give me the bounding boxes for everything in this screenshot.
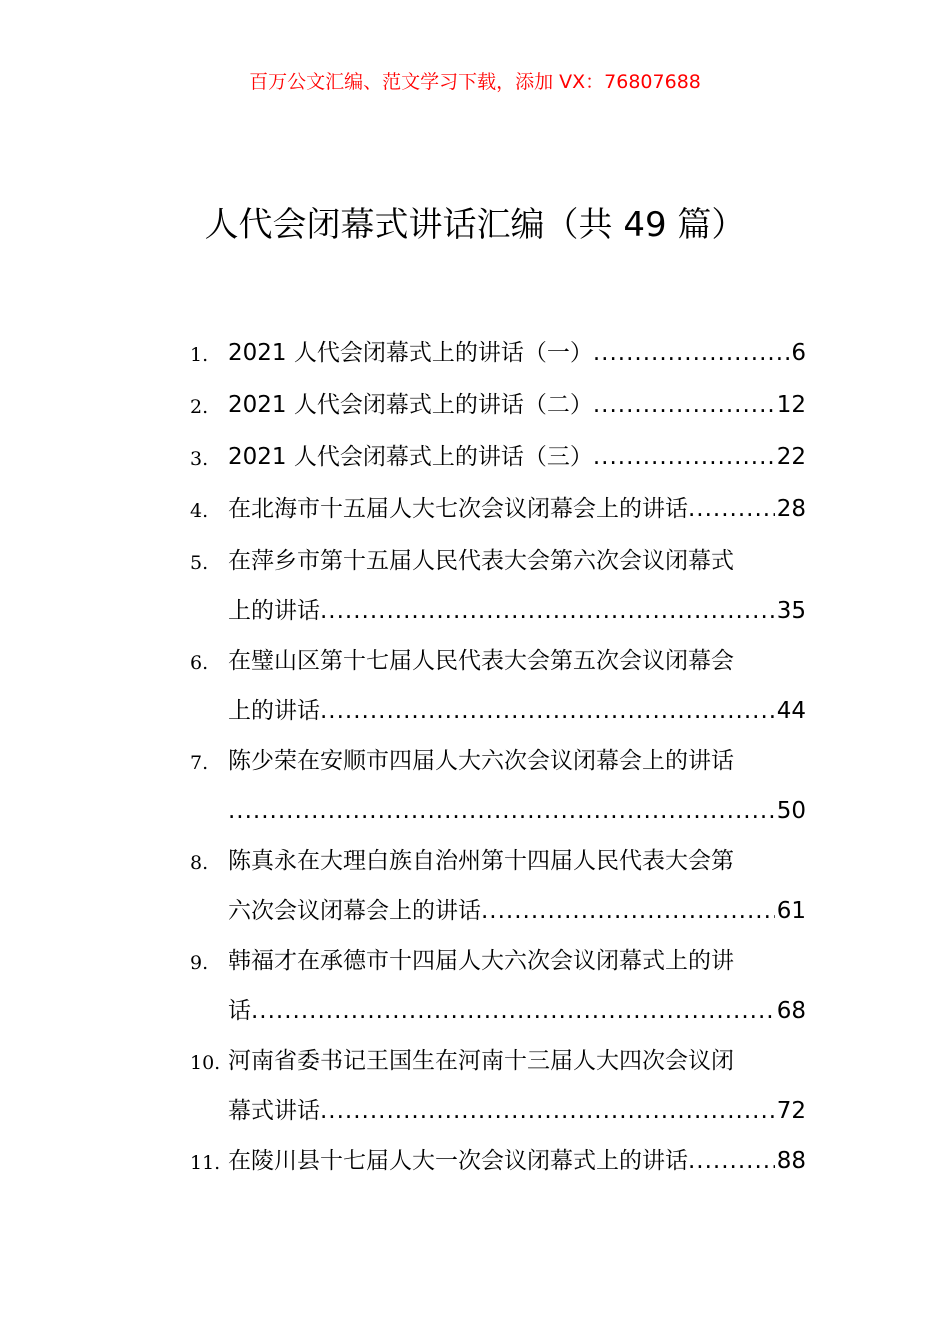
toc-item-number: 1. xyxy=(190,344,209,366)
toc-item-title[interactable]: 2021 人代会闭幕式上的讲话（二） xyxy=(228,392,593,418)
toc-item-number: 11. xyxy=(190,1152,221,1174)
toc-item-page: 6 xyxy=(791,340,806,366)
header-watermark: 百万公文汇编、范文学习下载，添加 VX：76807688 xyxy=(249,71,701,93)
toc-item-title[interactable]: 2021 人代会闭幕式上的讲话（一） xyxy=(228,340,593,366)
toc-item-title[interactable]: 在萍乡市第十五届人民代表大会第六次会议闭幕式 xyxy=(228,548,734,574)
toc-item-title[interactable]: 河南省委书记王国生在河南十三届人大四次会议闭 xyxy=(228,1048,734,1074)
table-of-contents xyxy=(190,328,806,1188)
toc-item[interactable] xyxy=(190,836,806,936)
toc-item-number: 6. xyxy=(190,652,209,674)
toc-item-page: 88 xyxy=(776,1148,806,1174)
dot-leader xyxy=(593,328,790,378)
toc-item-number: 10. xyxy=(190,1052,221,1074)
toc-item-page: 61 xyxy=(776,898,806,924)
toc-item-title-continued[interactable]: 上的讲话 xyxy=(228,598,320,624)
toc-item[interactable] xyxy=(190,936,806,1036)
document-title: 人代会闭幕式讲话汇编（共 49 篇） xyxy=(204,205,746,245)
toc-item[interactable] xyxy=(190,484,806,536)
dot-leader xyxy=(688,1136,775,1186)
toc-item[interactable] xyxy=(190,432,806,484)
toc-item[interactable] xyxy=(190,1036,806,1136)
toc-item-title-continued[interactable]: 上的讲话 xyxy=(228,698,320,724)
toc-item[interactable] xyxy=(190,636,806,736)
toc-item-number: 9. xyxy=(190,952,209,974)
toc-item-number: 3. xyxy=(190,448,209,470)
dot-leader xyxy=(320,586,775,636)
dot-leader xyxy=(593,432,775,482)
dot-leader xyxy=(320,686,775,736)
toc-item-page: 68 xyxy=(776,998,806,1024)
toc-item-title[interactable]: 2021 人代会闭幕式上的讲话（三） xyxy=(228,444,593,470)
toc-item-page: 35 xyxy=(776,598,806,624)
toc-item-number: 5. xyxy=(190,552,209,574)
toc-item-title-continued[interactable]: 六次会议闭幕会上的讲话 xyxy=(228,898,481,924)
toc-item-title[interactable]: 在陵川县十七届人大一次会议闭幕式上的讲话 xyxy=(228,1148,688,1174)
toc-item-page: 28 xyxy=(776,496,806,522)
toc-item[interactable] xyxy=(190,380,806,432)
dot-leader xyxy=(251,986,775,1036)
toc-item[interactable] xyxy=(190,328,806,380)
toc-item-title[interactable]: 韩福才在承德市十四届人大六次会议闭幕式上的讲 xyxy=(228,948,734,974)
dot-leader xyxy=(481,886,775,936)
dot-leader xyxy=(320,1086,775,1136)
toc-item-page: 44 xyxy=(776,698,806,724)
toc-item-number: 8. xyxy=(190,852,209,874)
toc-item-page: 72 xyxy=(776,1098,806,1124)
toc-item-title[interactable]: 陈真永在大理白族自治州第十四届人民代表大会第 xyxy=(228,848,734,874)
toc-item[interactable] xyxy=(190,536,806,636)
toc-item[interactable] xyxy=(190,1136,806,1188)
dot-leader xyxy=(593,380,775,430)
toc-item-title[interactable]: 陈少荣在安顺市四届人大六次会议闭幕会上的讲话 xyxy=(228,748,734,774)
toc-item-title[interactable]: 在璧山区第十七届人民代表大会第五次会议闭幕会 xyxy=(228,648,734,674)
toc-item-number: 7. xyxy=(190,752,209,774)
toc-item[interactable] xyxy=(190,736,806,836)
toc-item-title-continued[interactable]: 幕式讲话 xyxy=(228,1098,320,1124)
toc-item-number: 4. xyxy=(190,500,209,522)
toc-item-page: 12 xyxy=(776,392,806,418)
toc-item-page: 22 xyxy=(776,444,806,470)
toc-item-page: 50 xyxy=(776,798,806,824)
dot-leader xyxy=(228,786,775,836)
toc-item-title-continued[interactable]: 话 xyxy=(228,998,251,1024)
toc-item-title[interactable]: 在北海市十五届人大七次会议闭幕会上的讲话 xyxy=(228,496,688,522)
dot-leader xyxy=(688,484,775,534)
toc-item-number: 2. xyxy=(190,396,209,418)
